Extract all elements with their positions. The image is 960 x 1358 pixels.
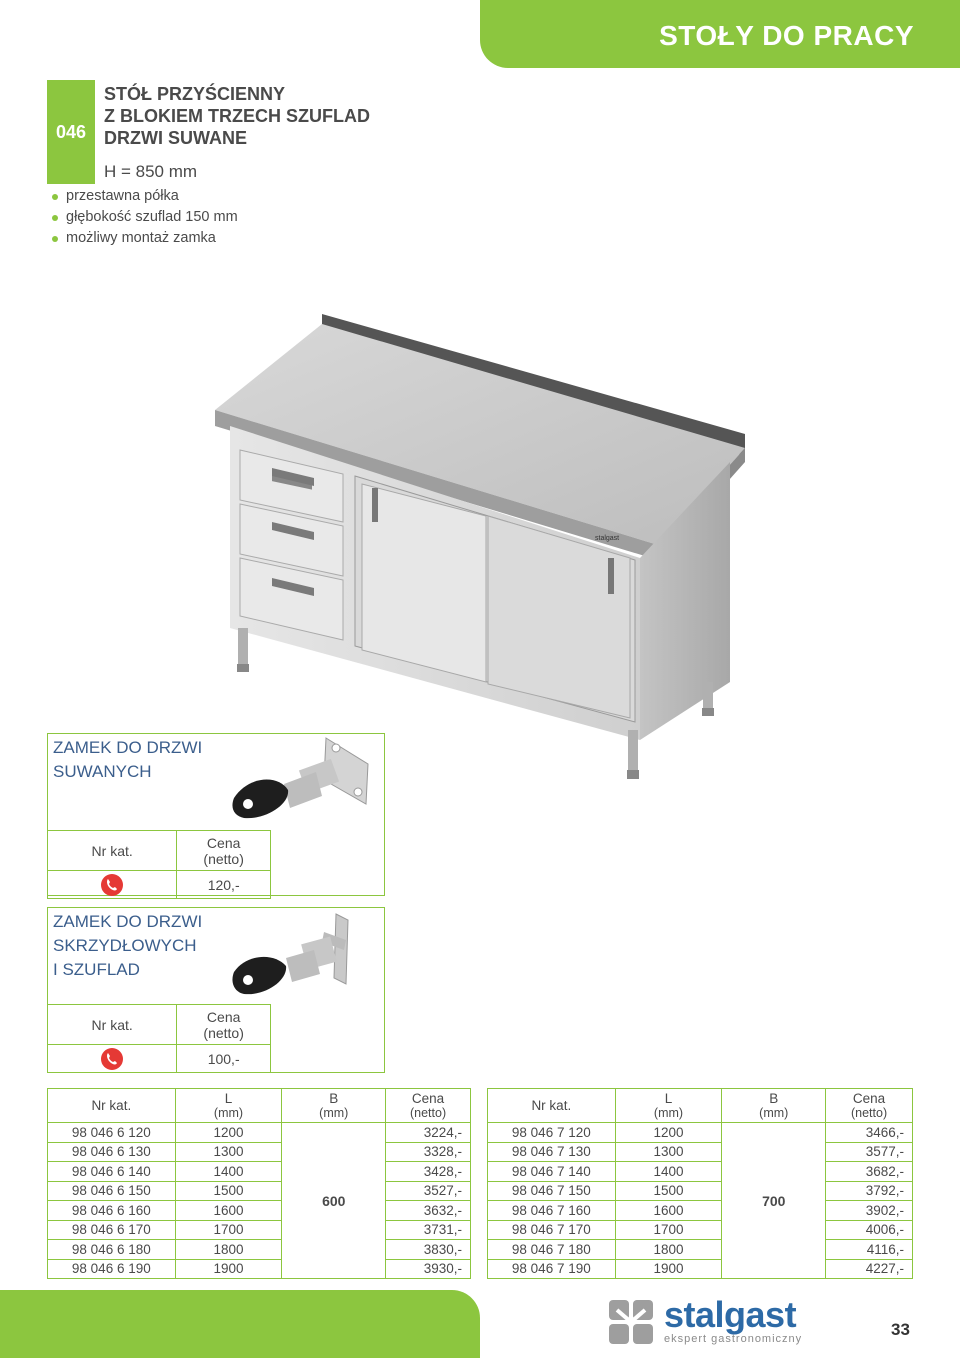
table-row: 98 046 7 160 1600 3902,- [488,1201,913,1221]
col-l-header: L (mm) [615,1089,722,1123]
table-row: 98 046 7 140 1400 3682,- [488,1162,913,1182]
page-number: 33 [891,1320,910,1339]
table-row: 98 046 6 130 1300 3328,- [48,1142,471,1162]
feature-item: głębokość szuflad 150 mm [52,207,238,228]
product-height: H = 850 mm [104,162,198,181]
product-brand-mark: stalgast [595,535,620,542]
col-b-header: B (mm) [282,1089,386,1123]
accessory-price: 120,- [177,871,271,899]
accessory-price-header: Cena (netto) [177,1005,271,1045]
hinged-door-lock-image [226,910,384,1006]
accessory-catalog-header: Nr kat. [48,1005,177,1045]
col-price-header: Cena (netto) [386,1089,471,1123]
product-title [104,83,370,149]
table-row: 98 046 7 180 1800 4116,- [488,1240,913,1260]
accessory-table [47,830,271,899]
accessory-title: ZAMEK DO DRZWI SUWANYCH [53,738,203,781]
table-row: 98 046 7 190 1900 4227,- [488,1259,913,1279]
accessory-catalog-header: Nr kat. [48,831,177,871]
accessory-table [47,1004,271,1073]
feature-item: przestawna półka [52,186,238,207]
section-title: STOŁY DO PRACY [659,20,914,51]
footer-bar [0,1290,480,1358]
b-value: 600 [282,1123,386,1279]
col-catalog-header: Nr kat. [48,1089,176,1123]
product-code-badge: 046 [47,80,95,184]
col-b-header: B (mm) [722,1089,826,1123]
stalgast-logo-icon [607,1298,657,1348]
table-row: 98 046 6 180 1800 3830,- [48,1240,471,1260]
feature-list [52,186,238,249]
col-l-header: L (mm) [175,1089,282,1123]
phone-icon [101,874,123,896]
accessory-price-header: Cena (netto) [177,831,271,871]
accessory-box-sliding-lock [47,733,385,896]
price-table-600 [47,1088,471,1279]
accessory-price: 100,- [177,1045,271,1073]
table-row: 98 046 6 160 1600 3632,- [48,1201,471,1221]
table-row: 98 046 7 170 1700 4006,- [488,1220,913,1240]
product-title-line: STÓŁ PRZYŚCIENNY [104,84,286,104]
product-title-line: Z BLOKIEM TRZECH SZUFLAD [104,106,370,126]
header-banner [480,0,960,68]
product-title-line: DRZWI SUWANE [104,128,247,148]
table-row: 98 046 6 150 1500 3527,- [48,1181,471,1201]
table-row: 98 046 7 150 1500 3792,- [488,1181,913,1201]
sliding-door-lock-image [226,734,384,830]
brand-logo-text: stalgast [664,1294,797,1335]
accessory-catalog-cell [48,871,177,899]
table-row: 98 046 6 120 1200 600 3224,- [48,1123,471,1143]
table-row: 98 046 7 130 1300 3577,- [488,1142,913,1162]
table-row: 98 046 7 120 1200 700 3466,- [488,1123,913,1143]
product-image [210,310,755,785]
col-price-header: Cena (netto) [826,1089,913,1123]
accessory-box-hinged-lock [47,907,385,1073]
brand-tagline: ekspert gastronomiczny [664,1333,803,1345]
accessory-title: ZAMEK DO DRZWI SKRZYDŁOWYCH I SZUFLAD [53,912,203,979]
table-row: 98 046 6 140 1400 3428,- [48,1162,471,1182]
accessory-catalog-cell [48,1045,177,1073]
price-table-700 [487,1088,913,1279]
b-value: 700 [722,1123,826,1279]
col-catalog-header: Nr kat. [488,1089,616,1123]
table-row: 98 046 6 190 1900 3930,- [48,1259,471,1279]
feature-item: możliwy montaż zamka [52,228,238,249]
table-row: 98 046 6 170 1700 3731,- [48,1220,471,1240]
phone-icon [101,1048,123,1070]
